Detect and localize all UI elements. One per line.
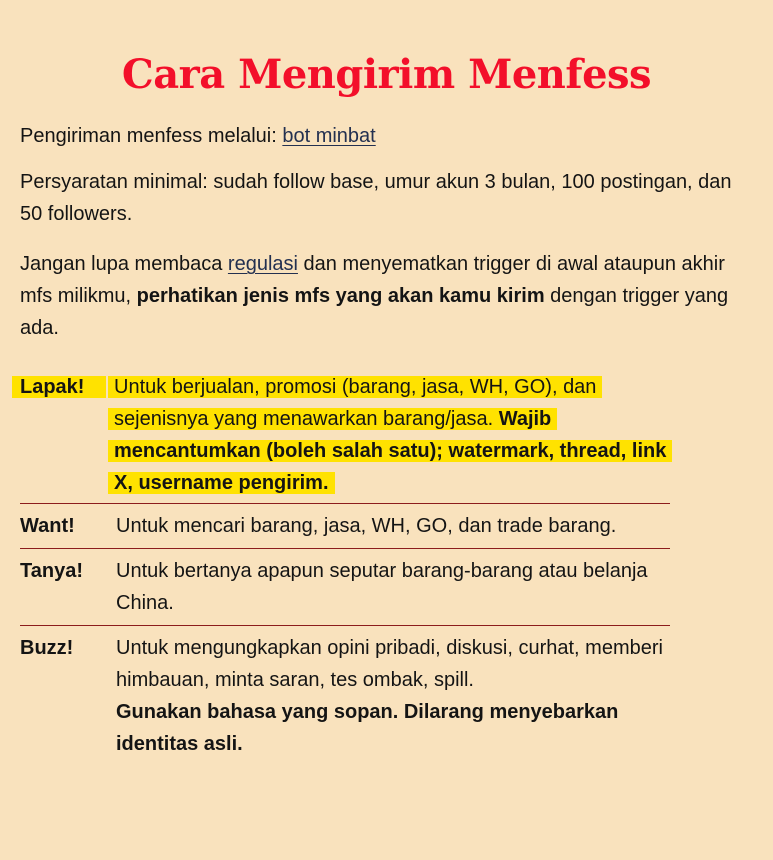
trigger-desc-plain: Untuk mengungkapkan opini pribadi, diskusi, curhat, memberi himbauan, minta saran, tes ombak, spill. [116,637,663,691]
trigger-description [108,371,670,499]
trigger-description-text [108,376,672,494]
sending-text: Pengiriman menfess melalui: [20,125,283,147]
reminder-text-middle: dan menyematkan trigger di awal ataupun akhir mfs milikmu, [20,253,725,307]
regulasi-link[interactable]: regulasi [227,253,298,275]
page-title: Cara Mengirim Menfess [121,51,652,98]
trigger-list [20,371,670,766]
trigger-description [116,632,670,760]
trigger-description: Untuk bertanya apapun seputar barang-barang atau belanja China. [116,560,648,614]
trigger-row-tanya [20,548,670,625]
reminder-text-end: dengan trigger yang ada. [20,285,729,339]
bot-minbat-link[interactable]: bot minbat [282,125,376,147]
reminder-emphasis: perhatikan jenis mfs yang akan kamu kirim [136,285,545,307]
sending-paragraph [20,120,753,152]
trigger-description: Untuk mencari barang, jasa, WH, GO, dan trade barang. [116,515,617,537]
requirements-paragraph: Persyaratan minimal: sudah follow base, umur akun 3 bulan, 100 postingan, dan 50 followers. [20,171,732,225]
trigger-desc-plain: Untuk berjualan, promosi (barang, jasa, WH, GO), dan sejenisnya yang menawarkan barang/jasa. [114,376,597,430]
reminder-text-start: Jangan lupa membaca [20,253,228,275]
trigger-row-want [20,503,670,548]
trigger-name [20,371,116,499]
trigger-name-label: Lapak! [12,376,106,398]
trigger-desc-bold: Wajib mencantumkan (boleh salah satu); watermark, thread, link X, username pengirim. [114,408,667,494]
reminder-paragraph [20,248,753,344]
trigger-name: Buzz! [20,637,74,659]
trigger-name: Tanya! [20,560,83,582]
trigger-row-lapak [20,371,670,503]
trigger-name: Want! [20,515,75,537]
trigger-row-buzz [20,625,670,766]
trigger-desc-bold: Gunakan bahasa yang sopan. Dilarang menyebarkan identitas asli. [116,701,619,755]
